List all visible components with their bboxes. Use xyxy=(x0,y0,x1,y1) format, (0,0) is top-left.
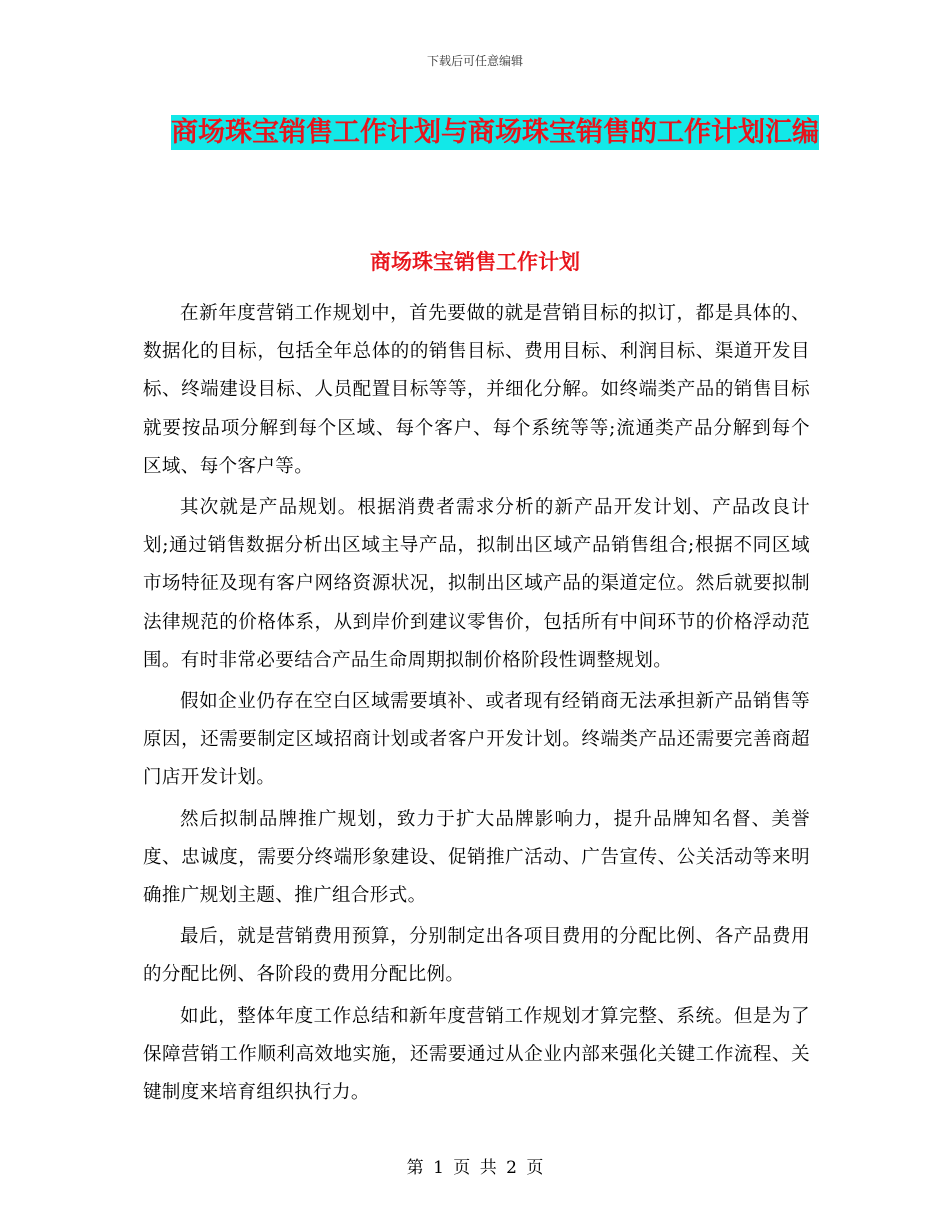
document-body xyxy=(143,295,810,1115)
section-title: 商场珠宝销售工作计划 xyxy=(370,250,580,274)
page-footer: 第 1 页 共 2 页 xyxy=(406,1158,544,1178)
paragraph: 如此，整体年度工作总结和新年度营销工作规划才算完整、系统。但是为了保障营销工作顺利高效地实施，还需要通过从企业内部来强化关键工作流程、关键制度来培育组织执行力。 xyxy=(143,1005,810,1104)
paragraph: 在新年度营销工作规划中，首先要做的就是营销目标的拟订，都是具体的、数据化的目标，包括全年总体的的销售目标、费用目标、利润目标、渠道开发目标、终端建设目标、人员配置目标等等，并细化分解。如终端类产品的销售目标就要按品项分解到每个区域、每个客户、每个系统等等;流通类产品分解到每个区域、每个客户等。 xyxy=(143,303,810,477)
document-title xyxy=(140,110,850,156)
document-title-text: 商场珠宝销售工作计划与商场珠宝销售的工作计划汇编 xyxy=(171,117,819,148)
paragraph: 然后拟制品牌推广规划，致力于扩大品牌影响力，提升品牌知名督、美誉度、忠诚度，需要分终端形象建设、促销推广活动、广告宣传、公关活动等来明确推广规划主题、推广组合形式。 xyxy=(143,808,810,907)
page-header-note: 下载后可任意编辑 xyxy=(426,54,523,68)
paragraph: 其次就是产品规划。根据消费者需求分析的新产品开发计划、产品改良计划;通过销售数据分析出区域主导产品，拟制出区域产品销售组合;根据不同区域市场特征及现有客户网络资源状况，拟制出区域产品的渠道定位。然后就要拟制法律规范的价格体系，从到岸价到建议零售价，包括所有中间环节的价格浮动范围。有时非常必要结合产品生命周期拟制价格阶段性调整规划。 xyxy=(143,497,810,671)
paragraph: 假如企业仍存在空白区域需要填补、或者现有经销商无法承担新产品销售等原因，还需要制定区域招商计划或者客户开发计划。终端类产品还需要完善商超门店开发计划。 xyxy=(143,691,810,789)
paragraph: 最后，就是营销费用预算，分别制定出各项目费用的分配比例、各产品费用的分配比例、各阶段的费用分配比例。 xyxy=(143,926,810,986)
